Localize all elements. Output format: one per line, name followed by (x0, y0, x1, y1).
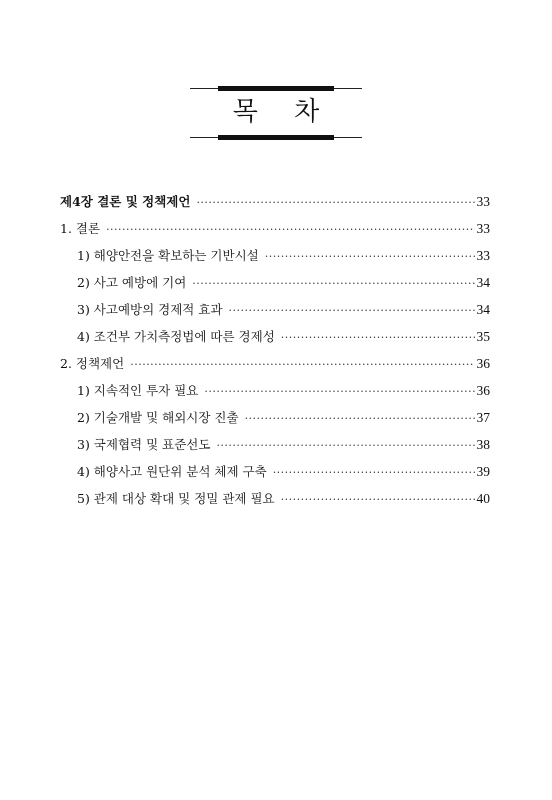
toc-leader-dots (192, 270, 474, 297)
toc-entry-label: 3) 사고예방의 경제적 효과 (77, 302, 223, 317)
toc-entry-page: 35 (476, 329, 490, 344)
toc-entry-label: 제4장 결론 및 정책제언 (60, 194, 191, 209)
toc-leader-dots (216, 432, 474, 459)
toc-leader-dots (281, 486, 475, 513)
toc-entry-page: 37 (476, 410, 490, 425)
toc-entry-label: 2) 기술개발 및 해외시장 진출 (77, 410, 239, 425)
toc-entry[interactable] (60, 242, 490, 269)
toc-entry-label: 1) 해양안전을 확보하는 기반시설 (77, 248, 259, 263)
toc-entry[interactable] (60, 188, 490, 215)
toc-leader-dots (106, 216, 474, 243)
toc-entry-page: 36 (476, 356, 490, 371)
toc-entry-page: 33 (476, 221, 490, 236)
toc-entry-label: 3) 국제협력 및 표준선도 (77, 437, 211, 452)
toc-entry[interactable] (60, 215, 490, 242)
toc-entry-page: 40 (476, 491, 490, 506)
toc-entry-label: 2) 사고 예방에 기여 (77, 275, 187, 290)
toc-entry[interactable] (60, 431, 490, 458)
toc-leader-dots (245, 405, 475, 432)
toc-title-block (190, 84, 362, 142)
toc-entry-page: 33 (476, 248, 490, 263)
toc-entry[interactable] (60, 458, 490, 485)
toc-entry[interactable] (60, 485, 490, 512)
toc-entry-label: 5) 관제 대상 확대 및 정밀 관제 필요 (77, 491, 275, 506)
title-bottom-rule (190, 137, 362, 138)
table-of-contents (60, 188, 490, 512)
toc-entry[interactable] (60, 296, 490, 323)
toc-entry-page: 36 (476, 383, 490, 398)
toc-leader-dots (229, 297, 475, 324)
toc-entry[interactable] (60, 269, 490, 296)
toc-entry[interactable] (60, 323, 490, 350)
toc-entry-label: 4) 해양사고 원단위 분석 체제 구축 (77, 464, 267, 479)
toc-leader-dots (130, 351, 474, 378)
title-top-rule (190, 88, 362, 89)
toc-entry-page: 38 (476, 437, 490, 452)
title-top-rule-thick (218, 86, 334, 91)
toc-leader-dots (204, 378, 474, 405)
toc-entry[interactable] (60, 404, 490, 431)
toc-entry-page: 39 (476, 464, 490, 479)
toc-leader-dots (281, 324, 475, 351)
toc-entry[interactable] (60, 350, 490, 377)
toc-entry-page: 34 (476, 275, 490, 290)
toc-leader-dots (273, 459, 475, 486)
toc-entry-label: 4) 조건부 가치측정법에 따른 경제성 (77, 329, 275, 344)
toc-leader-dots (196, 189, 474, 216)
toc-entry-label: 1) 지속적인 투자 필요 (77, 383, 199, 398)
toc-entry[interactable] (60, 377, 490, 404)
toc-leader-dots (265, 243, 475, 270)
page-title: 목 차 (232, 97, 334, 127)
toc-entry-page: 33 (476, 194, 490, 209)
title-bottom-rule-thick (218, 135, 334, 140)
toc-entry-page: 34 (476, 302, 490, 317)
toc-entry-label: 1. 결론 (60, 221, 101, 236)
toc-entry-label: 2. 정책제언 (60, 356, 125, 371)
